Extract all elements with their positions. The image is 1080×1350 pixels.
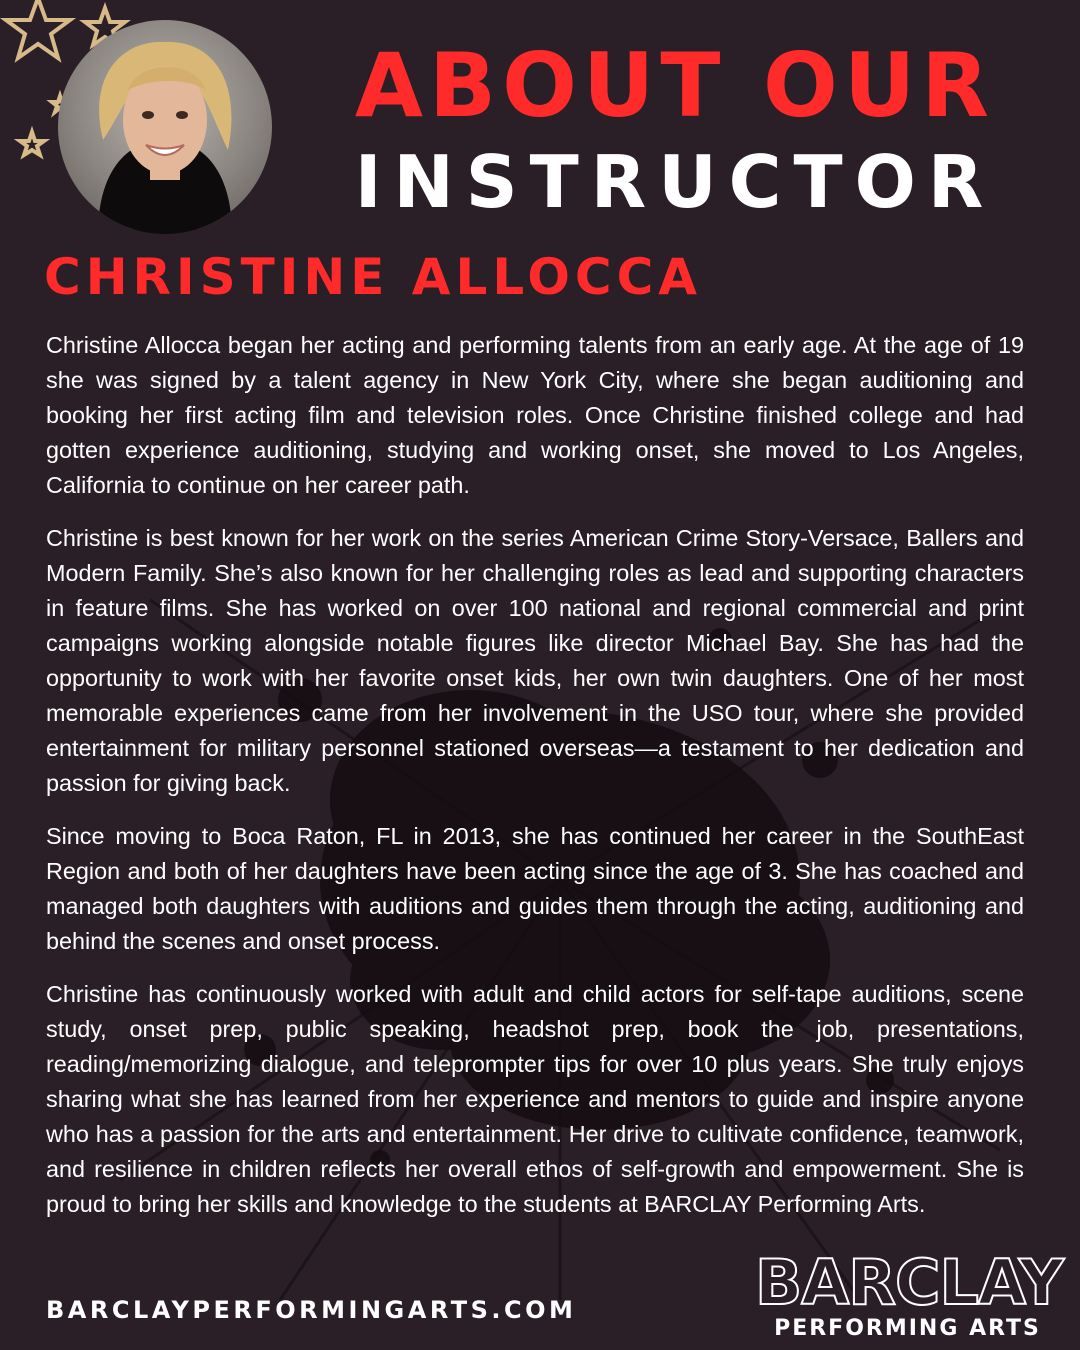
heading-line-instructor: INSTRUCTOR [354, 140, 996, 224]
star-icon [20, 132, 44, 155]
bio-paragraph: Christine Allocca began her acting and performing talents from an early age. At the age of 19 she was signed by a talent agency in New York City, where she began auditioning and booking her first acting film and television roles. Once Christine finished college and had gotten experience auditioning, studying and working onset, she moved to Los Angeles, California to continue on her career path. [46, 332, 1024, 498]
barclay-logo [755, 1246, 1063, 1341]
website-url: BARCLAYPERFORMINGARTS.COM [46, 1296, 577, 1324]
bio-paragraph: Christine has continuously worked with adult and child actors for self-tape auditions, scene study, onset prep, public speaking, headshot prep, book the job, presentations, reading/memorizing dialogue, and teleprompter tips for over 10 plus years. She truly enjoys sharing what she has learned from her experience and mentors to guide and inspire anyone who has a passion for the arts and entertainment. Her drive to cultivate confidence, teamwork, and resilience in children reflects her overall ethos of self-growth and empowerment. She is proud to bring her skills and knowledge to the students at BARCLAY Performing Arts. [46, 981, 1024, 1217]
logo-brand-text: BARCLAY [755, 1246, 1063, 1319]
instructor-photo [58, 20, 272, 234]
bio-paragraph: Christine is best known for her work on the series American Crime Story-Versace, Ballers and Modern Family. She’s also known for her challenging roles as lead and supporting characters in feature films. She has worked on over 100 national and regional commercial and print campaigns working alongside notable figures like director Michael Bay. She has had the opportunity to work with her favorite onset kids, her own twin daughters. One of her most memorable experiences came from her involvement in the USO tour, where she provided entertainment for military personnel stationed overseas—a testament to her dedication and passion for giving back. [46, 525, 1024, 796]
logo-subtitle: PERFORMING ARTS [774, 1316, 1041, 1341]
heading-line-about-our: ABOUT OUR [354, 34, 996, 137]
page-heading [330, 36, 1020, 228]
instructor-bio [46, 328, 1024, 1240]
instructor-name: CHRISTINE ALLOCCA [44, 248, 702, 306]
bio-paragraph: Since moving to Boca Raton, FL in 2013, she has continued her career in the SouthEast Region and both of her daughters have been acting since the age of 3. She has coached and managed both daughters with auditions and guides them through the acting, auditioning and behind the scenes and onset process. [46, 823, 1024, 954]
star-icon [6, 0, 70, 58]
instructor-portrait-illustration [58, 20, 272, 234]
